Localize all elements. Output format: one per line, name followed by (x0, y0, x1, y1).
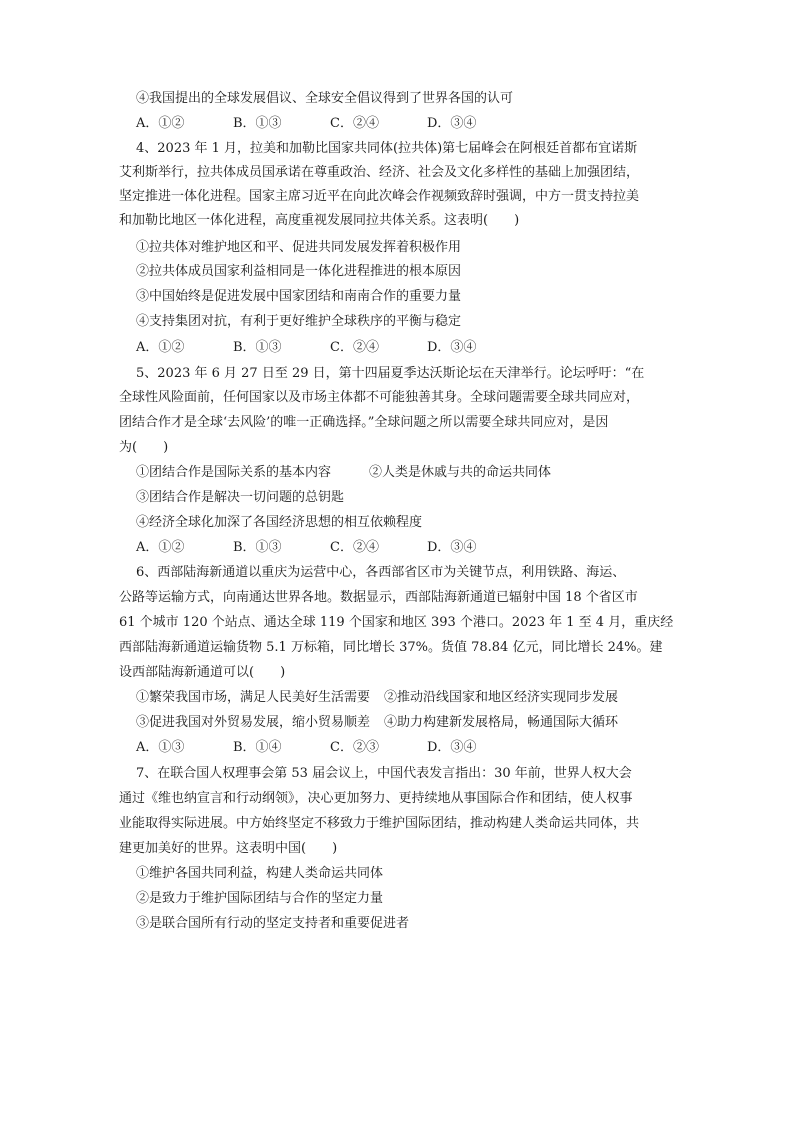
q6-option-c[interactable]: C．②③ (330, 740, 379, 755)
q3-item-4: ④我国提出的全球发展倡议、全球安全倡议得到了世界各国的认可 (136, 91, 514, 106)
q7-item-3: ③是联合国所有行动的坚定支持者和重要促进者 (136, 916, 410, 931)
q6-item-2: ②推动沿线国家和地区经济实现同步发展 (384, 690, 619, 705)
q5-item-3: ③团结合作是解决一切问题的总钥匙 (136, 490, 345, 505)
q6-stem-line-1: 6、西部陆海新通道以重庆为运营中心，各西部省区市为关键节点，利用铁路、海运、 (136, 565, 626, 580)
q6-item-3: ③促进我国对外贸易发展，缩小贸易顺差 (136, 715, 371, 730)
q7-item-2: ②是致力于维护国际团结与合作的坚定力量 (136, 891, 384, 906)
q5-item-4: ④经济全球化加深了各国经济思想的相互依赖程度 (136, 515, 423, 530)
q4-item-4: ④支持集团对抗，有利于更好维护全球秩序的平衡与稳定 (136, 314, 462, 329)
q4-option-c[interactable]: C．②④ (330, 340, 379, 355)
q5-option-d[interactable]: D．③④ (427, 540, 477, 555)
q6-stem-line-4: 西部陆海新通道运输货物 5.1 万标箱，同比增长 37%。货值 78.84 亿元，同比增长 24%。建 (119, 640, 663, 655)
q6-option-a[interactable]: A．①③ (136, 740, 185, 755)
q6-item-1: ①繁荣我国市场，满足人民美好生活需要 (136, 690, 371, 705)
q5-stem-line-2: 全球性风险面前，任何国家以及市场主体都不可能独善其身。全球问题需要全球共同应对， (119, 390, 640, 405)
q4-option-a[interactable]: A．①② (136, 340, 185, 355)
q6-stem-line-3: 61 个城市 120 个站点、通达全球 119 个国家和地区 393 个港口。2023 年 1 至 4 月，重庆经 (119, 615, 674, 630)
q6-items-row-2 (136, 715, 636, 731)
q7-stem-line-3: 业能取得实际进展。中方始终坚定不移致力于维护国际团结，推动构建人类命运共同体，共 (119, 816, 640, 831)
q4-option-d[interactable]: D．③④ (427, 340, 477, 355)
q4-item-1: ①拉共体对维护地区和平、促进共同发展发挥着积极作用 (136, 240, 462, 255)
q4-option-b[interactable]: B．①③ (233, 340, 282, 355)
q3-option-b[interactable]: B．①③ (233, 116, 282, 131)
q3-option-d[interactable]: D．③④ (427, 116, 477, 131)
q4-stem-line-3: 坚定推进一体化进程。国家主席习近平在向此次峰会作视频致辞时强调，中方一贯支持拉美 (119, 189, 640, 204)
q7-item-1: ①维护各国共同利益，构建人类命运共同体 (136, 866, 384, 881)
q6-stem-line-2: 公路等运输方式，向南通达世界各地。数据显示，西部陆海新通道已辐射中国 18 个省区市 (119, 590, 638, 605)
q5-items-row-1 (136, 465, 636, 481)
q7-stem-line-1: 7、在联合国人权理事会第 53 届会议上，中国代表发言指出：30 年前，世界人权大会 (136, 766, 632, 781)
q6-option-d[interactable]: D．③④ (427, 740, 477, 755)
q5-options (136, 540, 496, 556)
q4-stem-line-2: 艾利斯举行，拉共体成员国承诺在尊重政治、经济、社会及文化多样性的基础上加强团结， (119, 165, 640, 180)
q3-options (136, 116, 496, 132)
q6-options (136, 740, 496, 756)
q7-stem-line-2: 通过《维也纳宣言和行动纲领》，决心更加努力、更持续地从事国际合作和团结，使人权事 (119, 791, 633, 806)
q5-option-c[interactable]: C．②④ (330, 540, 379, 555)
q5-item-1: ①团结合作是国际关系的基本内容 (136, 465, 332, 480)
q5-stem-line-3: 团结合作才是全球‘去风险’的唯一正确选择。”全球问题之所以需要全球共同应对，是因 (119, 415, 609, 430)
q3-option-c[interactable]: C．②④ (330, 116, 379, 131)
q5-stem-line-4: 为( ) (119, 440, 169, 455)
q4-item-2: ②拉共体成员国家利益相同是一体化进程推进的根本原因 (136, 264, 462, 279)
q4-stem-line-1: 4、2023 年 1 月，拉美和加勒比国家共同体(拉共体)第七届峰会在阿根廷首都布宜诺斯 (136, 141, 638, 156)
q5-option-a[interactable]: A．①② (136, 540, 185, 555)
q6-stem-line-5: 设西部陆海新通道可以( ) (119, 665, 286, 680)
q5-option-b[interactable]: B．①③ (233, 540, 282, 555)
q6-item-4: ④助力构建新发展格局，畅通国际大循环 (384, 715, 619, 730)
q6-items-row-1 (136, 690, 636, 706)
q5-stem-line-1: 5、2023 年 6 月 27 日至 29 日，第十四届夏季达沃斯论坛在天津举行。论坛呼吁：“在 (136, 366, 645, 381)
q4-stem-line-4: 和加勒比地区一体化进程，高度重视发展同拉共体关系。这表明( ) (119, 213, 520, 228)
q4-item-3: ③中国始终是促进发展中国家团结和南南合作的重要力量 (136, 289, 462, 304)
q4-options (136, 340, 496, 356)
q5-item-2: ②人类是休戚与共的命运共同体 (369, 465, 552, 480)
q6-option-b[interactable]: B．①④ (233, 740, 282, 755)
q7-stem-line-4: 建更加美好的世界。这表明中国( ) (119, 841, 338, 856)
q3-option-a[interactable]: A．①② (136, 116, 185, 131)
